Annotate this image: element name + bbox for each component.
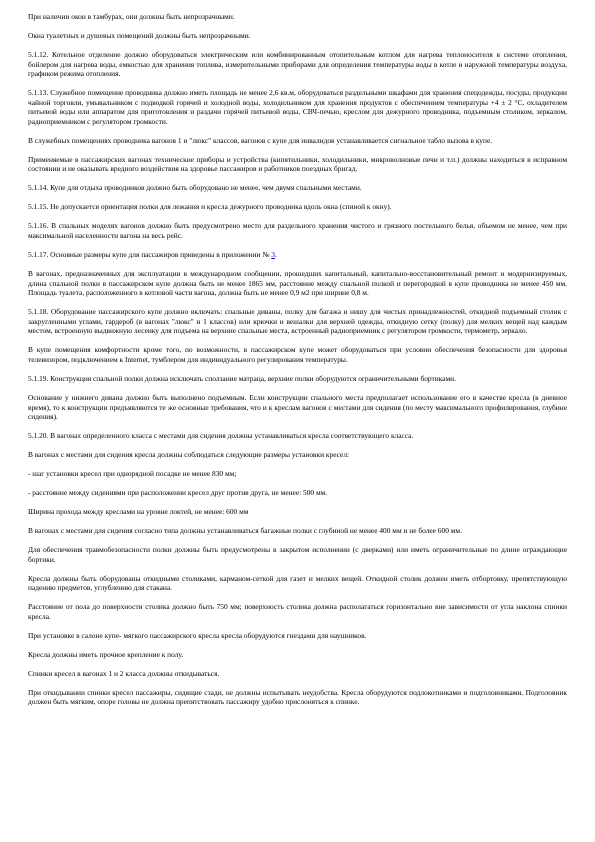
paragraph-text: В служебных помещениях проводника вагонов 1 и "люкс" классов, вагонов с купе для инвалидов устанавливается сигнальное табло вызова в купе. bbox=[28, 135, 493, 145]
paragraph-text: 5.1.18. Оборудование пассажирского купе должно включать: спальные диваны, полку для багажа и нишу для чистых принадлежностей, откидной подъемный столик с закругленными углами, гардероб (в вагонах "люкс" и 1 классов) или крючки и вешалки для верхней одежды, откидную сетку (полку) для мелких вещей над каждым местом, встроенную выдвижную лесенку для подъема на верхние спальные места, встроенный радиоприемник с регулятором громкости, термометр, зеркало. bbox=[28, 307, 567, 336]
paragraph-text: В вагонах с местами для сидения кресла должны соблюдаться следующие размеры установки кресел: bbox=[28, 450, 350, 460]
paragraph-text: Применяемые в пассажирских вагонах технические приборы и устройства (кипятильники, холодильники, микроволновые печи и т.п.) должны находиться в исправном состоянии и не оказывать вредного воздействия на здоровье пассажиров и работников поездных бригад. bbox=[28, 154, 567, 174]
paragraph bbox=[28, 507, 567, 517]
paragraph bbox=[28, 374, 567, 384]
paragraph-text: 5.1.12. Котельное отделение должно оборудоваться электрическим или комбинированным отопительным котлом для нагрева теплоносителя в системе отопления, бойлером для нагрева воды, емкостью для хранения топлива, измерительными приборами для определения температуры воды в котле и наружной температуры воздуха, графиком режима отопления. bbox=[28, 49, 567, 79]
document-body bbox=[28, 12, 567, 707]
paragraph-text: Для обеспечения травмобезопасности полки должны быть предусмотрены в закрытом исполнении (с дверками) или иметь ограничительные по длине ограждающие бортики. bbox=[28, 544, 567, 564]
paragraph bbox=[28, 431, 567, 441]
paragraph-text: 5.1.17. Основные размеры купе для пассажиров приведены в приложении № bbox=[28, 250, 272, 260]
paragraph-text: Основание у нижнего дивана должно быть выполнено подъемным. Если конструкции спального места предполагает использование его в качестве кресла (в дневное время), то к конструкции предъявляются те же основные требования, что и к креслам вагонов с местами для сидения (по месту максимального профилирования, глубине сидения). bbox=[28, 392, 567, 422]
paragraph-text: - шаг установки кресел при однорядной посадке не менее 830 мм; bbox=[28, 469, 237, 479]
paragraph-text: При установке в салоне купе- мягкого пассажирского кресла кресла оборудуются гнездами для наушников. bbox=[28, 630, 367, 640]
paragraph bbox=[28, 545, 567, 564]
paragraph bbox=[28, 250, 567, 260]
paragraph-text: Кресла должны иметь прочное крепление к полу. bbox=[28, 649, 184, 659]
paragraph-text: 5.1.16. В спальных моделях вагонов должно быть предусмотрено место для раздельного хранения чистого и грязного постельного белья, объемом не менее, чем при максимальной населенности вагона на весь рейс. bbox=[28, 221, 567, 241]
paragraph bbox=[28, 688, 567, 707]
paragraph bbox=[28, 450, 567, 460]
paragraph bbox=[28, 12, 567, 22]
paragraph bbox=[28, 269, 567, 298]
paragraph-text: 5.1.19. Конструкция спальной полки должна исключать сползание матраца, верхние полки оборудуются ограничительными бортиками. bbox=[28, 373, 456, 383]
paragraph-text: При откидывании спинки кресел пассажиры, сидящие сзади, не должны испытывать неудобства. Кресла оборудуются подлокотниками и подголовниками. Подголовник должен быть мягким, опоре головы не должна препятствовать пассажиру удобно прислоняться к спинке. bbox=[28, 687, 567, 707]
paragraph bbox=[28, 488, 567, 498]
paragraph bbox=[28, 31, 567, 41]
paragraph-text: Кресла должны быть оборудованы откидными столиками, карманом-сеткой для газет и мелких вещей. Откидной столик должен иметь отбортовку, препятствующую падению предметов, углублению для стакана. bbox=[28, 573, 567, 593]
paragraph bbox=[28, 602, 567, 621]
paragraph-text: В купе помещения комфортности кроме того, по возможности, в пассажирском купе может оборудоваться при условии обеспечения безопасности для здоровья телевизором, подключением к Internet, тумблером для индивидуального регулирования температуры. bbox=[28, 345, 567, 364]
paragraph bbox=[28, 50, 567, 79]
paragraph-text: 5.1.20. В вагонах определенного класса с местами для сидения должны устанавливаться кресла соответствующего класса. bbox=[28, 431, 414, 441]
paragraph-text: 5.1.15. Не допускается ориентация полки для лежания и кресла дежурного проводника вдоль окна (спиной к окну). bbox=[28, 202, 392, 212]
paragraph-text: - расстояние между сидениями при расположении кресел друг против друга, не менее: 500 мм. bbox=[28, 488, 328, 498]
paragraph-text: Окна туалетных и душевых помещений должны быть непрозрачными. bbox=[28, 30, 251, 40]
paragraph bbox=[28, 631, 567, 641]
paragraph bbox=[28, 183, 567, 193]
paragraph bbox=[28, 469, 567, 479]
paragraph bbox=[28, 88, 567, 126]
paragraph-text: В вагонах, предназначенных для эксплуатации в международном сообщении, прошедших капитальный, капитально-восстановительный ремонт и модернизируемых, длина спальной полки в пассажирском купе должна быть не менее 1865 мм, расстояние между спальной полкой и перегородкой в купе проводника не менее 450 мм. Площадь туалета, расположенного в котловой части вагона, должна быть не менее 0,9 м2 при ширине 0,8 м. bbox=[28, 269, 567, 298]
paragraph-text-end: . bbox=[274, 250, 277, 260]
paragraph bbox=[28, 393, 567, 422]
paragraph-text: Расстояние от пола до поверхности столика должно быть 750 мм; поверхность столика должна располагаться горизонтально вне зависимости от угла наклона спинки кресла. bbox=[28, 602, 567, 621]
paragraph-text: Спинки кресел в вагонах 1 и 2 класса должны откидываться. bbox=[28, 668, 220, 678]
paragraph bbox=[28, 574, 567, 593]
paragraph bbox=[28, 202, 567, 212]
paragraph bbox=[28, 136, 567, 146]
paragraph-text: Ширина прохода между креслами на уровне локтей, не менее: 600 мм bbox=[28, 507, 249, 517]
paragraph-text: 5.1.14. Купе для отдыха проводников должно быть оборудовано не менее, чем двумя спальными местами. bbox=[28, 183, 362, 193]
paragraph bbox=[28, 345, 567, 364]
paragraph-text: При наличии окон в тамбурах, они должны быть непрозрачными. bbox=[28, 12, 235, 21]
paragraph-text: 5.1.13. Служебное помещение проводника должно иметь площадь не менее 2,6 кв.м, оборудоваться раздельными шкафами для хранения спецодежды, посуды, продукции чайной торговли, умывальником с подводкой горячей и холодной воды, холодильником для хранения продуктов с обеспечением температуры +4 ± 2 °С, охладителем питьевой воды или аппаратом для приготовления и раздачи горячей питьевой воды, СВЧ-печью, креслом для дежурного проводника, подъемным столиком, зеркалом, радиоприемником с регулятором громкости. bbox=[28, 88, 567, 126]
paragraph bbox=[28, 669, 567, 679]
appendix-link[interactable]: 3 bbox=[271, 250, 275, 260]
paragraph bbox=[28, 155, 567, 174]
paragraph-text: В вагонах с местами для сидения согласно типа должны устанавливаться багажные полки с глубиной не менее 400 мм и не более 600 мм. bbox=[28, 526, 462, 535]
paragraph bbox=[28, 526, 567, 536]
paragraph bbox=[28, 307, 567, 336]
paragraph bbox=[28, 650, 567, 660]
paragraph bbox=[28, 221, 567, 240]
